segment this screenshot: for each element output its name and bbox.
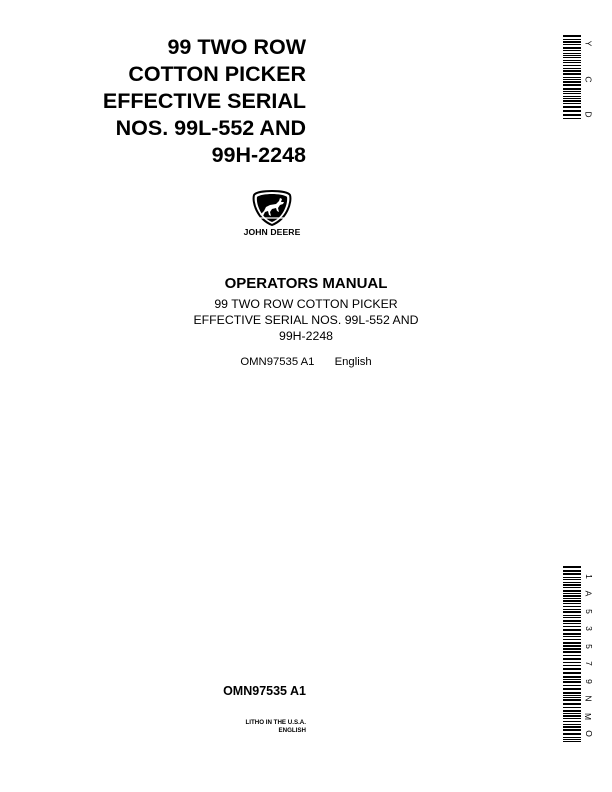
barcode-bar (563, 81, 581, 83)
barcode-bar (563, 617, 581, 618)
barcode-bar (563, 629, 581, 631)
barcode-bar (563, 645, 581, 647)
barcode-bar (563, 685, 581, 686)
barcode-bar (563, 88, 581, 90)
barcode-bar (563, 103, 581, 104)
barcode-bar (563, 106, 581, 108)
barcode-bar (563, 60, 581, 61)
barcode-bar (563, 587, 581, 588)
brand-name: JOHN DEERE (243, 227, 301, 237)
barcode-char: A (583, 591, 594, 597)
barcode-bar (563, 726, 581, 728)
manual-heading: OPERATORS MANUAL (224, 275, 388, 292)
barcode-bar (563, 55, 581, 56)
barcode-bar (563, 114, 581, 116)
barcode-bar (563, 603, 581, 604)
barcode-bar (563, 668, 581, 670)
barcode-bar (563, 639, 581, 640)
barcode-bar (563, 739, 581, 740)
barcode-bar (563, 70, 581, 72)
barcode-bar (563, 68, 581, 69)
barcode-bar (563, 35, 581, 37)
barcode-char: 1 (583, 574, 594, 579)
litho-block (160, 719, 306, 735)
barcode-bar (563, 57, 581, 58)
barcode-bar (563, 84, 581, 86)
barcode-bar (563, 688, 581, 690)
barcode-bar (563, 737, 581, 738)
doc-language: English (334, 356, 372, 368)
doc-number: OMN97535 A1 (240, 356, 315, 368)
barcode-bar (563, 79, 581, 80)
subtitle-line: 99 TWO ROW COTTON PICKER (214, 297, 398, 311)
barcode-bar (563, 570, 581, 572)
barcode-bar (563, 715, 581, 717)
barcode-char: C (583, 75, 594, 83)
barcode-bar (563, 100, 581, 102)
barcode-bar (563, 77, 581, 78)
barcode-bar (563, 633, 581, 635)
barcode-bar (563, 615, 581, 616)
cover-title-line: EFFECTIVE SERIAL (102, 89, 306, 113)
barcode-bar (563, 47, 581, 49)
barcode-bar (563, 595, 581, 597)
barcode-char: 7 (583, 661, 594, 667)
barcode-bar (563, 41, 581, 43)
barcode-bar (563, 662, 581, 663)
cover-title-line: 99H-2248 (211, 143, 306, 167)
barcode-bar (563, 110, 581, 112)
barcode-char: 5 (583, 609, 594, 614)
barcode-char: D (583, 111, 594, 118)
barcode-bar (563, 642, 581, 644)
subtitle-line: 99H-2248 (278, 329, 333, 343)
barcode-bar (563, 600, 581, 602)
barcode-bar (563, 584, 581, 586)
bottom-doc-number: OMN97535 A1 (223, 684, 306, 698)
cover-title-line: COTTON PICKER (128, 62, 306, 86)
cover-title-line: NOS. 99L-552 AND (115, 116, 306, 140)
barcode-char: N (583, 695, 594, 702)
barcode-bar (563, 718, 581, 719)
barcode-bar (563, 62, 581, 63)
barcode-bar (563, 598, 581, 599)
barcode-bar (563, 609, 581, 610)
manual-subtitle (150, 296, 462, 344)
barcode-bar (563, 39, 581, 40)
barcode-bar (563, 699, 581, 701)
cover-title (40, 34, 306, 169)
barcode-char: 5 (583, 643, 594, 649)
barcode-bar (563, 676, 581, 678)
barcode-bar (563, 648, 581, 650)
barcode-bar (563, 579, 581, 580)
barcode-bar (563, 658, 581, 660)
barcode-bar (563, 620, 581, 622)
barcode-bar (563, 65, 581, 66)
barcode-char: 3 (583, 626, 594, 632)
barcode-char: M (583, 712, 594, 720)
barcode-bar (563, 626, 581, 627)
barcode-top-chars (582, 39, 594, 119)
barcode-bar (563, 741, 581, 742)
barcode-bar (563, 679, 581, 680)
barcode-bottom (563, 566, 581, 742)
barcode-bar (563, 566, 581, 568)
barcode-bar (563, 623, 581, 624)
barcode-bar (563, 96, 581, 97)
barcode-char: 9 (583, 678, 594, 684)
barcode-bar (563, 611, 581, 613)
barcode-bar (563, 721, 581, 722)
barcode-bar (563, 695, 581, 696)
barcode-bar (563, 590, 581, 592)
barcode-bar (563, 697, 581, 698)
barcode-bar (563, 681, 581, 683)
barcode-bar (563, 703, 581, 705)
barcode-bar (563, 692, 581, 694)
barcode-bar (563, 118, 581, 119)
barcode-char: O (583, 730, 594, 737)
barcode-bar (563, 593, 581, 594)
barcode-bottom-chars (582, 572, 594, 738)
barcode-bar (563, 93, 581, 94)
edition-language: ENGLISH (278, 727, 306, 734)
barcode-bar (563, 73, 581, 75)
barcode-bar (563, 707, 581, 708)
cover-title-line: 99 TWO ROW (167, 35, 306, 59)
barcode-bar (563, 665, 581, 666)
barcode-bar (563, 50, 581, 51)
barcode-bar (563, 733, 581, 735)
barcode-bar (563, 729, 581, 731)
barcode-bar (563, 98, 581, 99)
barcode-bar (563, 582, 581, 583)
barcode-bar (563, 606, 581, 607)
barcode-bar (563, 53, 581, 54)
subtitle-line: EFFECTIVE SERIAL NOS. 99L-552 AND (193, 313, 419, 327)
barcode-bar (563, 636, 581, 637)
barcode-bar (563, 655, 581, 656)
barcode-bar (563, 44, 581, 45)
doc-info (150, 356, 462, 368)
barcode-bar (563, 651, 581, 653)
barcode-bar (563, 724, 581, 725)
barcode-top (563, 35, 581, 121)
barcode-bar (563, 577, 581, 578)
barcode-bar (563, 573, 581, 575)
barcode-char: Y (583, 40, 594, 47)
barcode-bar (563, 713, 581, 714)
barcode-bar (563, 91, 581, 92)
barcode-bar (563, 672, 581, 674)
litho-text: LITHO IN THE U.S.A. (245, 719, 306, 726)
barcode-bar (563, 710, 581, 712)
